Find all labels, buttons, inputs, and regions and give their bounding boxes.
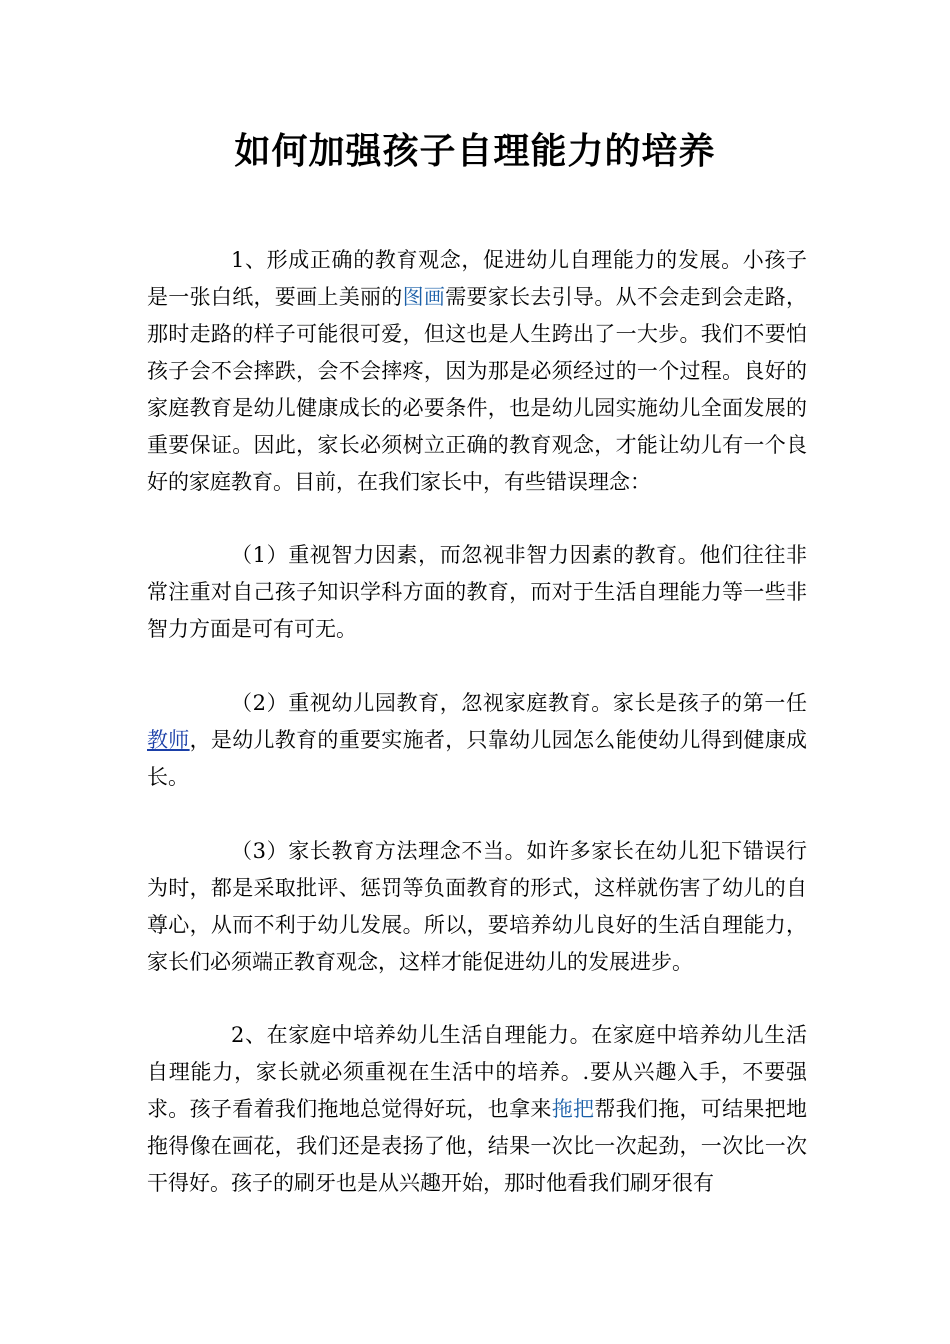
paragraph-1 <box>147 242 807 501</box>
paragraph-1-text-a: 1、形成正确的教育观念，促进幼儿自理能力的发展。小孩子是一张白纸，要画上美丽的 <box>147 248 807 309</box>
link-tuhua[interactable]: 图画 <box>402 285 446 309</box>
paragraph-3-text-b: ，是幼儿教育的重要实施者，只靠幼儿园怎么能使幼儿得到健康成长。 <box>147 728 808 789</box>
paragraph-2: （1）重视智力因素，而忽视非智力因素的教育。他们往往非常注重对自己孩子知识学科方面的教育，而对于生活自理能力等一些非智力方面是可有可无。 <box>147 543 807 641</box>
paragraph-5 <box>147 1017 807 1202</box>
link-jiaoshi[interactable]: 教师 <box>147 728 190 752</box>
paragraph-5-text-b: 帮我们拖，可结果把地拖得像在画花，我们还是表扬了他，结果一次比一次起劲，一次比一次干得好。孩子的刷牙也是从兴趣开始，那时他看我们刷牙很有 <box>147 1097 808 1195</box>
paragraph-5-text-a: 2、在家庭中培养幼儿生活自理能力。在家庭中培养幼儿生活自理能力，家长就必须重视在生活中的培养。.要从兴趣入手，不要强求。孩子看着我们拖地总觉得好玩，也拿来 <box>147 1023 807 1121</box>
link-tuoba[interactable]: 拖把 <box>551 1097 595 1121</box>
document-title: 如何加强孩子自理能力的培养 <box>234 131 716 172</box>
paragraph-4: （3）家长教育方法理念不当。如许多家长在幼儿犯下错误行为时，都是采取批评、惩罚等负面教育的形式，这样就伤害了幼儿的自尊心，从而不利于幼儿发展。所以，要培养幼儿良好的生活自理能力，家长们必须端正教育观念，这样才能促进幼儿的发展进步。 <box>147 839 807 974</box>
paragraph-3 <box>147 685 807 796</box>
paragraph-3-text-a: （2）重视幼儿园教育，忽视家庭教育。家长是孩子的第一任 <box>231 691 807 715</box>
paragraph-1-text-b: 需要家长去引导。从不会走到会走路，那时走路的样子可能很可爱，但这也是人生跨出了一大步。我们不要怕孩子会不会摔跌，会不会摔疼，因为那是必须经过的一个过程。良好的家庭教育是幼儿健康成长的必要条件，也是幼儿园实施幼儿全面发展的重要保证。因此，家长必须树立正确的教育观念，才能让幼儿有一个良好的家庭教育。目前，在我们家长中，有些错误理念： <box>147 285 808 494</box>
